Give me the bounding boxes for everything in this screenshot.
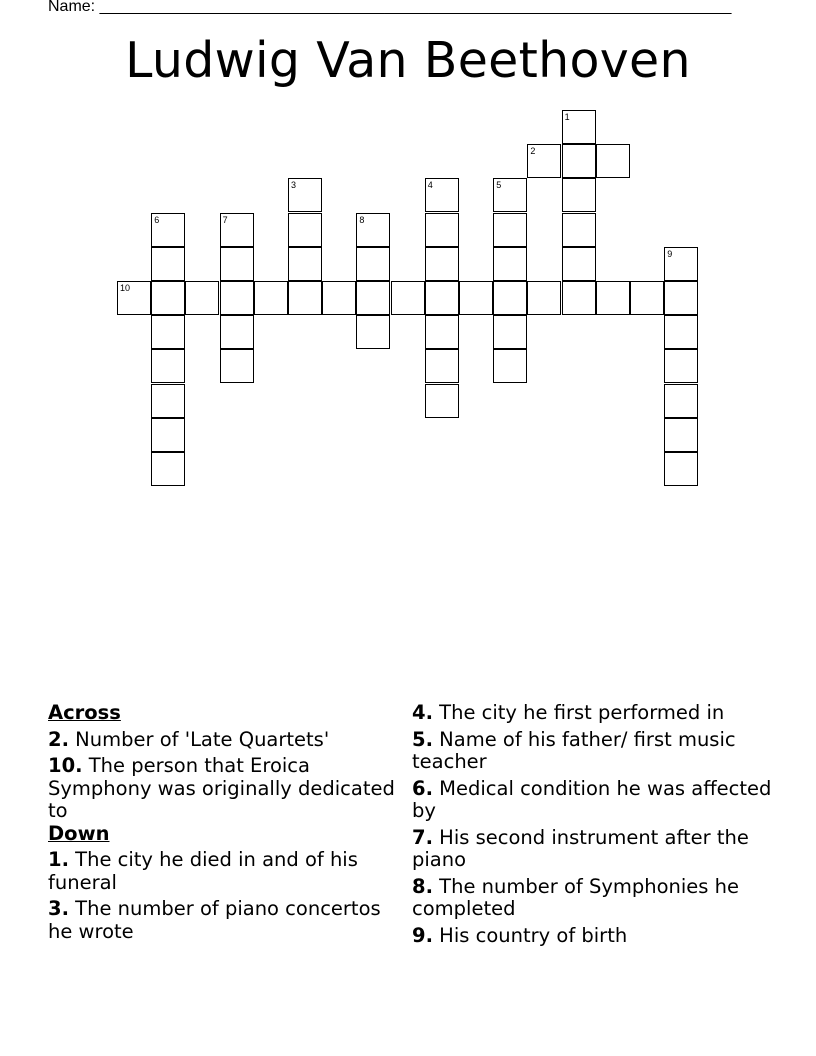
- crossword-cell[interactable]: [562, 247, 596, 281]
- crossword-cell[interactable]: [288, 247, 322, 281]
- crossword-cell[interactable]: [151, 418, 185, 452]
- cell-number: 7: [222, 214, 228, 225]
- clue-down-9: [412, 925, 772, 948]
- clue-down-1: [48, 849, 408, 894]
- crossword-cell[interactable]: [493, 315, 527, 349]
- clue-text: The number of Symphonies he completed: [412, 874, 740, 920]
- crossword-cell[interactable]: [562, 178, 596, 212]
- cell-number: 2: [530, 146, 536, 157]
- clue-text: The person that Eroica Symphony was originally dedicated to: [48, 754, 395, 822]
- crossword-cell[interactable]: [220, 315, 254, 349]
- clue-number: 3.: [48, 897, 69, 920]
- clue-number: 2.: [48, 727, 69, 751]
- crossword-cell[interactable]: [664, 281, 698, 315]
- crossword-cell[interactable]: [322, 281, 356, 315]
- cell-number: 3: [291, 180, 297, 191]
- crossword-cell[interactable]: [356, 315, 390, 349]
- crossword-cell[interactable]: [151, 384, 185, 418]
- clue-number: 4.: [412, 701, 433, 724]
- crossword-cell[interactable]: [425, 281, 459, 315]
- crossword-cell[interactable]: [562, 110, 596, 144]
- clue-number: 5.: [412, 727, 433, 751]
- clues-right-column: [412, 702, 772, 951]
- crossword-cell[interactable]: [425, 247, 459, 281]
- cell-number: 9: [667, 248, 673, 259]
- clue-number: 8.: [412, 874, 433, 898]
- crossword-cell[interactable]: [425, 349, 459, 383]
- cell-number: 5: [496, 180, 502, 191]
- crossword-cell[interactable]: [459, 281, 493, 315]
- crossword-cell[interactable]: [288, 213, 322, 247]
- clue-text: The city he died in and of his funeral: [48, 848, 358, 894]
- clue-down-8: [412, 876, 772, 921]
- clue-down-5: [412, 729, 772, 774]
- cell-number: 1: [564, 112, 570, 122]
- crossword-cell[interactable]: [356, 247, 390, 281]
- crossword-cell[interactable]: [288, 178, 322, 212]
- cell-number: 10: [120, 283, 131, 293]
- crossword-cell[interactable]: [151, 281, 185, 315]
- across-heading: Across: [48, 701, 121, 724]
- crossword-cell[interactable]: [220, 281, 254, 315]
- crossword-cell[interactable]: [527, 281, 561, 315]
- crossword-cell[interactable]: [493, 349, 527, 383]
- crossword-cell[interactable]: [630, 281, 664, 315]
- crossword-cell[interactable]: [527, 144, 561, 178]
- crossword-cell[interactable]: [664, 315, 698, 349]
- clue-number: 6.: [412, 776, 433, 800]
- crossword-cell[interactable]: [151, 452, 185, 486]
- crossword-cell[interactable]: [151, 349, 185, 383]
- crossword-grid: [0, 0, 816, 520]
- clue-down-3: [48, 898, 408, 943]
- crossword-cell[interactable]: [185, 281, 219, 315]
- clue-number: 10.: [48, 754, 83, 777]
- crossword-cell[interactable]: [664, 384, 698, 418]
- clue-text: The number of piano concertos he wrote: [48, 897, 381, 943]
- crossword-cell[interactable]: [220, 213, 254, 247]
- down-heading: Down: [48, 821, 110, 845]
- clue-down-7: [412, 827, 772, 872]
- crossword-cell[interactable]: [425, 384, 459, 418]
- crossword-cell[interactable]: [254, 281, 288, 315]
- crossword-cell[interactable]: [664, 418, 698, 452]
- crossword-cell[interactable]: [220, 247, 254, 281]
- crossword-cell[interactable]: [596, 281, 630, 315]
- clue-text: Medical condition he was affected by: [412, 776, 772, 822]
- crossword-cell[interactable]: [425, 213, 459, 247]
- cell-number: 6: [154, 214, 160, 225]
- crossword-cell[interactable]: [391, 281, 425, 315]
- clue-text: His country of birth: [432, 923, 628, 947]
- clues-left-column: [48, 702, 408, 947]
- clue-down-4: [412, 702, 772, 725]
- crossword-cell[interactable]: [220, 349, 254, 383]
- crossword-cell[interactable]: [562, 144, 596, 178]
- clue-number: 1.: [48, 848, 69, 871]
- crossword-cell[interactable]: [562, 281, 596, 315]
- crossword-cell[interactable]: [493, 178, 527, 212]
- name-line: Name: _______________________________________________________________________: [48, 0, 732, 15]
- clue-number: 7.: [412, 825, 433, 849]
- crossword-cell[interactable]: [425, 315, 459, 349]
- clue-number: 9.: [412, 923, 433, 947]
- crossword-cell[interactable]: [151, 315, 185, 349]
- clue-across-10: [48, 755, 408, 823]
- clue-down-6: [412, 778, 772, 823]
- crossword-cell[interactable]: [151, 247, 185, 281]
- clue-across-2: [48, 729, 408, 752]
- crossword-cell[interactable]: [288, 281, 322, 315]
- crossword-cell[interactable]: [151, 213, 185, 247]
- clue-text: Number of 'Late Quartets': [68, 727, 330, 751]
- crossword-cell[interactable]: [117, 281, 151, 315]
- cell-number: 8: [359, 214, 365, 225]
- clue-text: His second instrument after the piano: [412, 825, 749, 871]
- clue-text: Name of his father/ first music teacher: [412, 727, 736, 773]
- crossword-cell[interactable]: [562, 213, 596, 247]
- crossword-cell[interactable]: [596, 144, 630, 178]
- crossword-cell[interactable]: [664, 349, 698, 383]
- crossword-cell[interactable]: [356, 281, 390, 315]
- page-title: Ludwig Van Beethoven: [125, 32, 691, 89]
- crossword-cell[interactable]: [425, 178, 459, 212]
- crossword-cell[interactable]: [493, 213, 527, 247]
- crossword-cell[interactable]: [493, 281, 527, 315]
- crossword-cell[interactable]: [493, 247, 527, 281]
- crossword-cell[interactable]: [664, 247, 698, 281]
- clue-text: The city he first performed in: [432, 701, 725, 724]
- cell-number: 4: [427, 180, 433, 191]
- crossword-cell[interactable]: [356, 213, 390, 247]
- crossword-cell[interactable]: [664, 452, 698, 486]
